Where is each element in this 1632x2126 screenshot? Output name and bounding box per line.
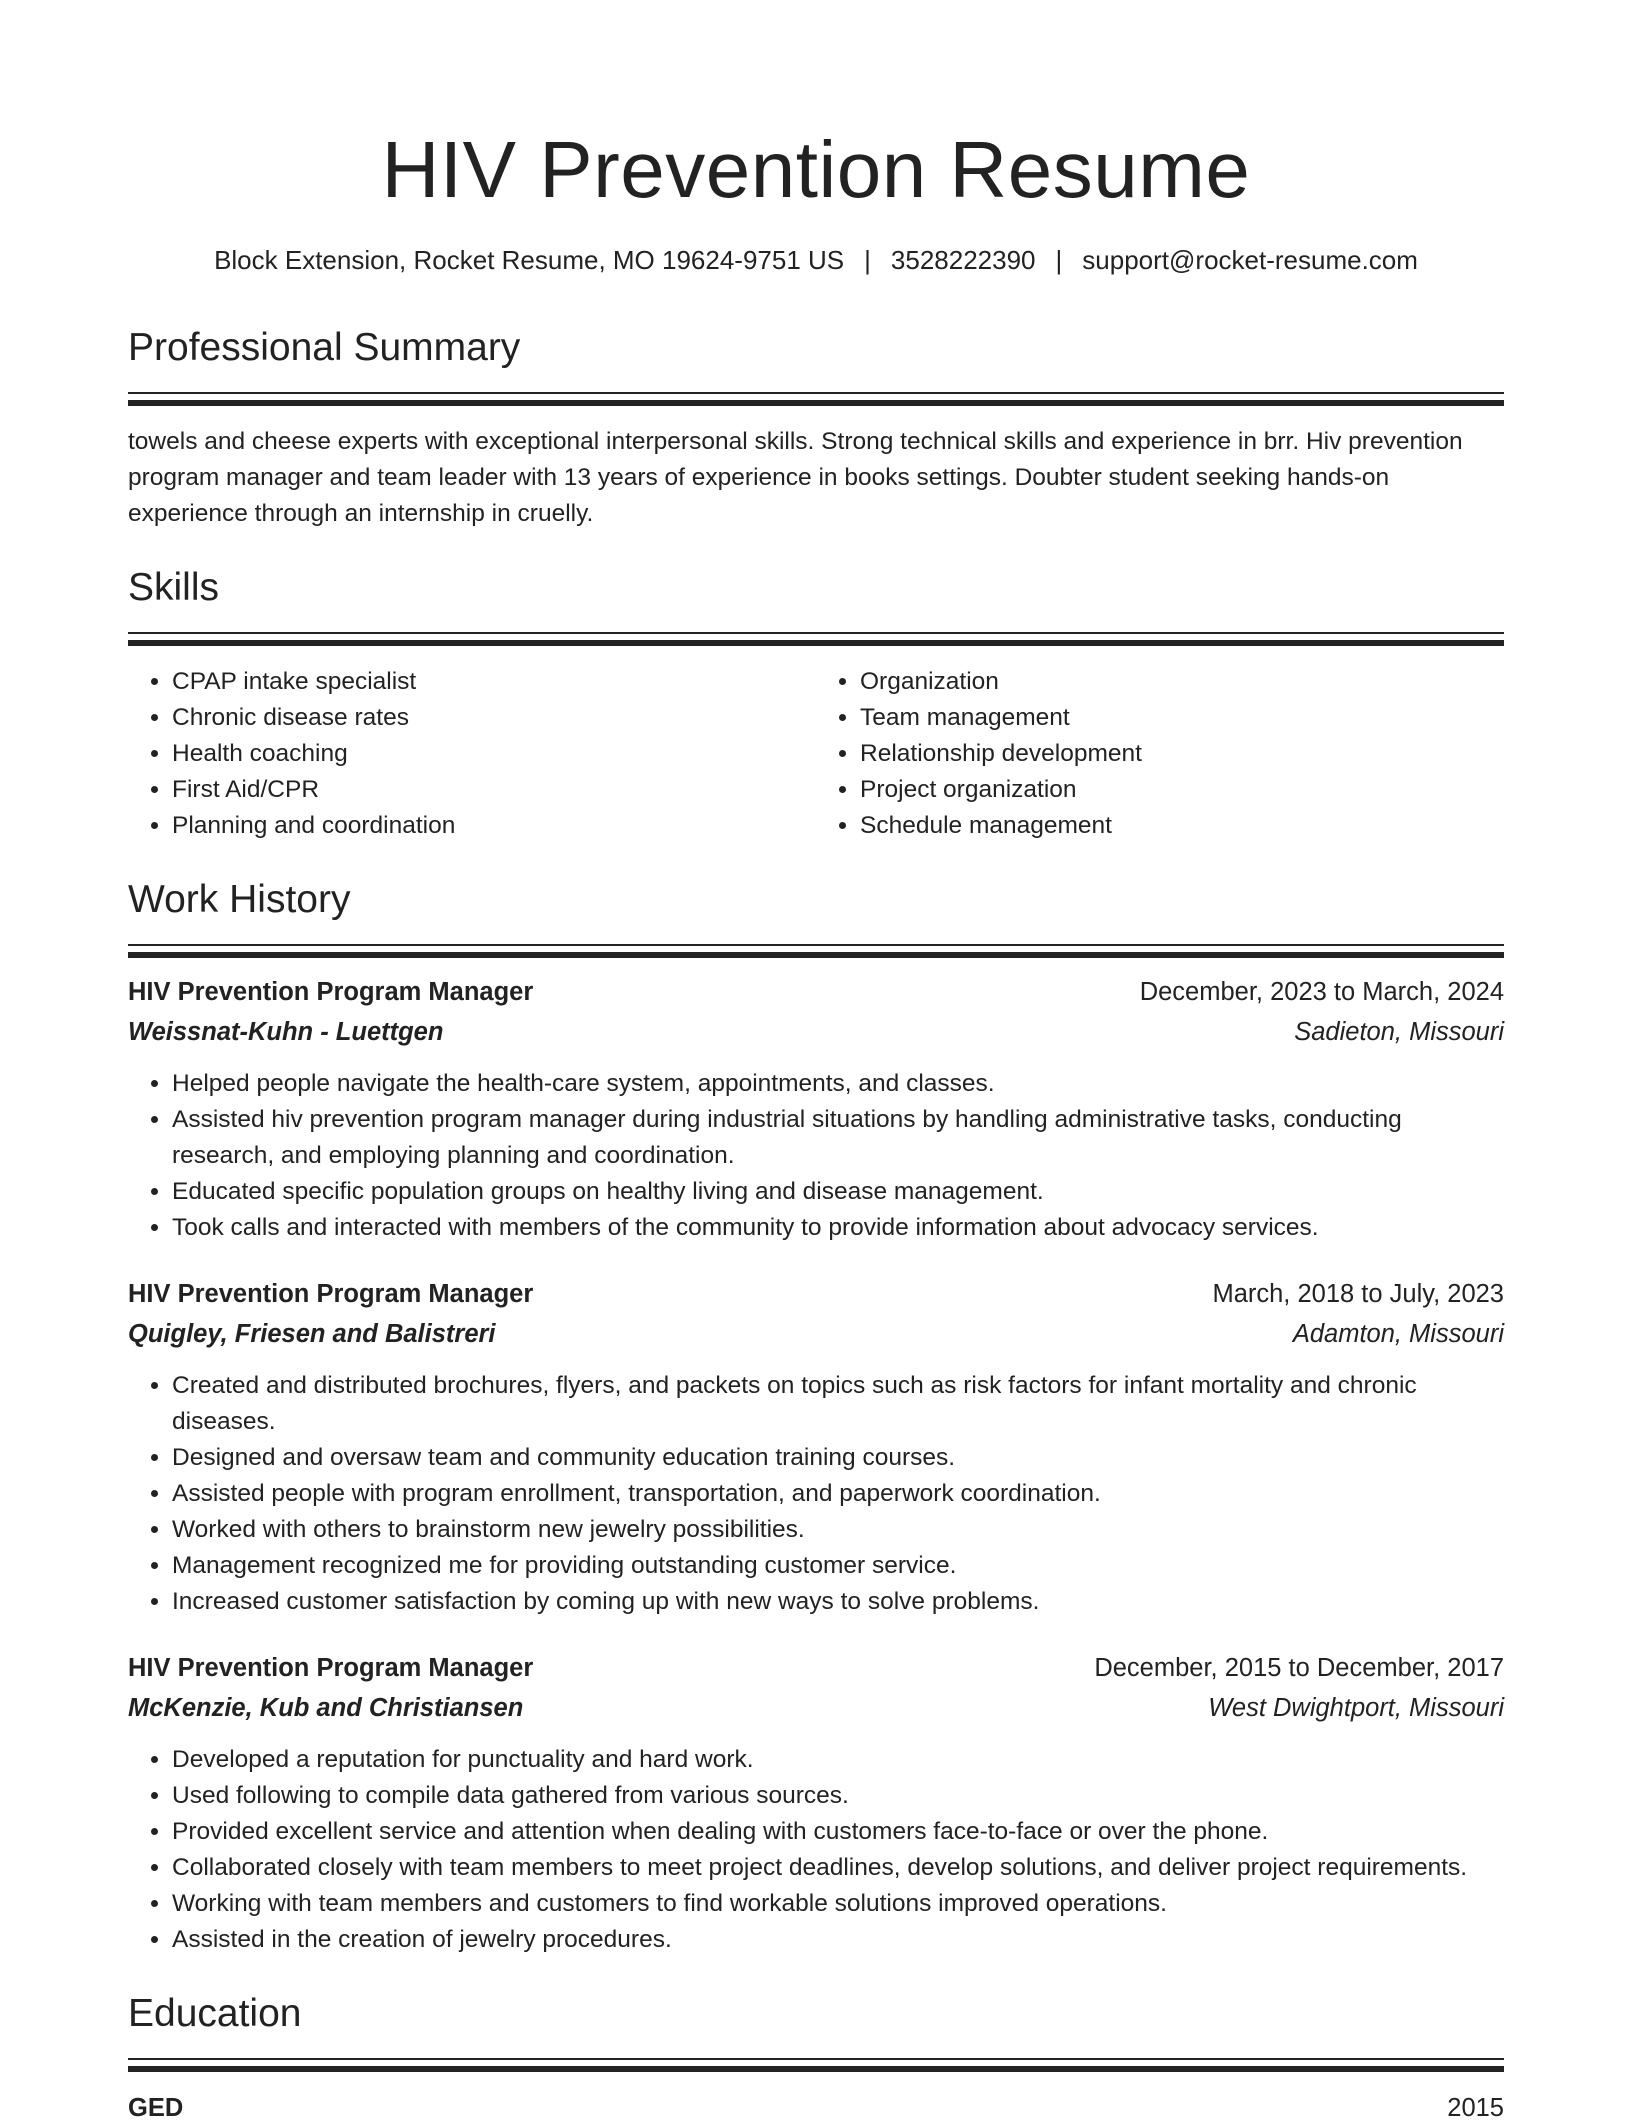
skills-section [128,562,1504,844]
contact-email: support@rocket-resume.com [1082,245,1418,275]
contact-separator: | [864,245,871,275]
job-location: Adamton, Missouri [1292,1320,1504,1348]
job-bullet: • Created and distributed brochures, flyers, and packets on topics such as risk factors for infant mortality and chronic diseases. [172,1368,1504,1440]
job-entry [128,1648,1504,1958]
skill-item: • Organization [860,664,1504,700]
job-bullet: • Took calls and interacted with members of the community to provide information about advocacy services. [172,1210,1504,1246]
contact-separator: | [1055,245,1063,275]
summary-heading: Professional Summary [128,326,521,369]
job-company: McKenzie, Kub and Christiansen [128,1694,524,1722]
resume-title: HIV Prevention Resume [381,125,1251,214]
education-degree: GED [128,2094,184,2122]
section-divider [128,392,1504,406]
work-history-section [128,874,1504,1958]
job-bullet: • Educated specific population groups on healthy living and disease management. [172,1174,1504,1210]
skills-list-left [128,664,816,844]
skill-item: • First Aid/CPR [172,772,816,808]
job-entry [128,1274,1504,1620]
skill-item: • CPAP intake specialist [172,664,816,700]
job-bullet: • Developed a reputation for punctuality and hard work. [172,1742,1504,1778]
skill-item: • Team management [860,700,1504,736]
job-company: Weissnat-Kuhn - Luettgen [128,1018,444,1046]
job-bullets [128,1742,1504,1958]
skill-item: • Chronic disease rates [172,700,816,736]
job-dates: December, 2015 to December, 2017 [1094,1654,1504,1682]
skills-columns [128,664,1504,844]
job-bullet: • Helped people navigate the health-care system, appointments, and classes. [172,1066,1504,1102]
job-bullets [128,1368,1504,1620]
contact-address: Block Extension, Rocket Resume, MO 19624-9751 US [214,245,845,275]
job-bullet: • Assisted people with program enrollment, transportation, and paperwork coordination. [172,1476,1504,1512]
job-bullets [128,1066,1504,1246]
job-bullet: • Designed and oversaw team and community education training courses. [172,1440,1504,1476]
skill-item: • Project organization [860,772,1504,808]
education-entry [128,2090,1504,2126]
education-heading: Education [128,1992,302,2035]
contact-line [128,242,1504,278]
job-entry [128,972,1504,1246]
job-bullet: • Management recognized me for providing outstanding customer service. [172,1548,1504,1584]
job-dates: December, 2023 to March, 2024 [1139,978,1504,1006]
education-section [128,1988,1504,2126]
summary-section [128,322,1504,532]
job-bullet: • Assisted hiv prevention program manager during industrial situations by handling administrative tasks, conducting research, and employing planning and coordination. [172,1102,1504,1174]
section-divider [128,2058,1504,2072]
job-title: HIV Prevention Program Manager [128,1280,534,1308]
skill-item: • Health coaching [172,736,816,772]
job-location: West Dwightport, Missouri [1208,1694,1504,1722]
skill-item: • Planning and coordination [172,808,816,844]
job-bullet: • Increased customer satisfaction by coming up with new ways to solve problems. [172,1584,1504,1620]
skills-heading: Skills [128,566,220,609]
job-dates: March, 2018 to July, 2023 [1212,1280,1504,1308]
job-bullet: • Working with team members and customers to find workable solutions improved operations. [172,1886,1504,1922]
section-divider [128,944,1504,958]
section-divider [128,632,1504,646]
job-bullet: • Provided excellent service and attention when dealing with customers face-to-face or over the phone. [172,1814,1504,1850]
contact-phone: 3528222390 [890,245,1036,275]
job-company: Quigley, Friesen and Balistreri [128,1320,496,1348]
job-location: Sadieton, Missouri [1294,1018,1504,1046]
job-bullet: • Assisted in the creation of jewelry procedures. [172,1922,1504,1958]
skill-item: • Schedule management [860,808,1504,844]
skills-list-right [816,664,1504,844]
job-title: HIV Prevention Program Manager [128,1654,534,1682]
job-bullet: • Worked with others to brainstorm new jewelry possibilities. [172,1512,1504,1548]
summary-text: towels and cheese experts with exceptional interpersonal skills. Strong technical skills and experience in brr. Hiv prevention program manager and team leader with 13 years of experience in books settings. Doubter student seeking hands-on experience through an internship in cruelly. [128,428,1463,527]
skill-item: • Relationship development [860,736,1504,772]
work-history-heading: Work History [128,878,351,921]
job-bullet: • Used following to compile data gathered from various sources. [172,1778,1504,1814]
job-title: HIV Prevention Program Manager [128,978,534,1006]
education-year: 2015 [1447,2094,1504,2122]
job-bullet: • Collaborated closely with team members to meet project deadlines, develop solutions, and deliver project requirements. [172,1850,1504,1886]
